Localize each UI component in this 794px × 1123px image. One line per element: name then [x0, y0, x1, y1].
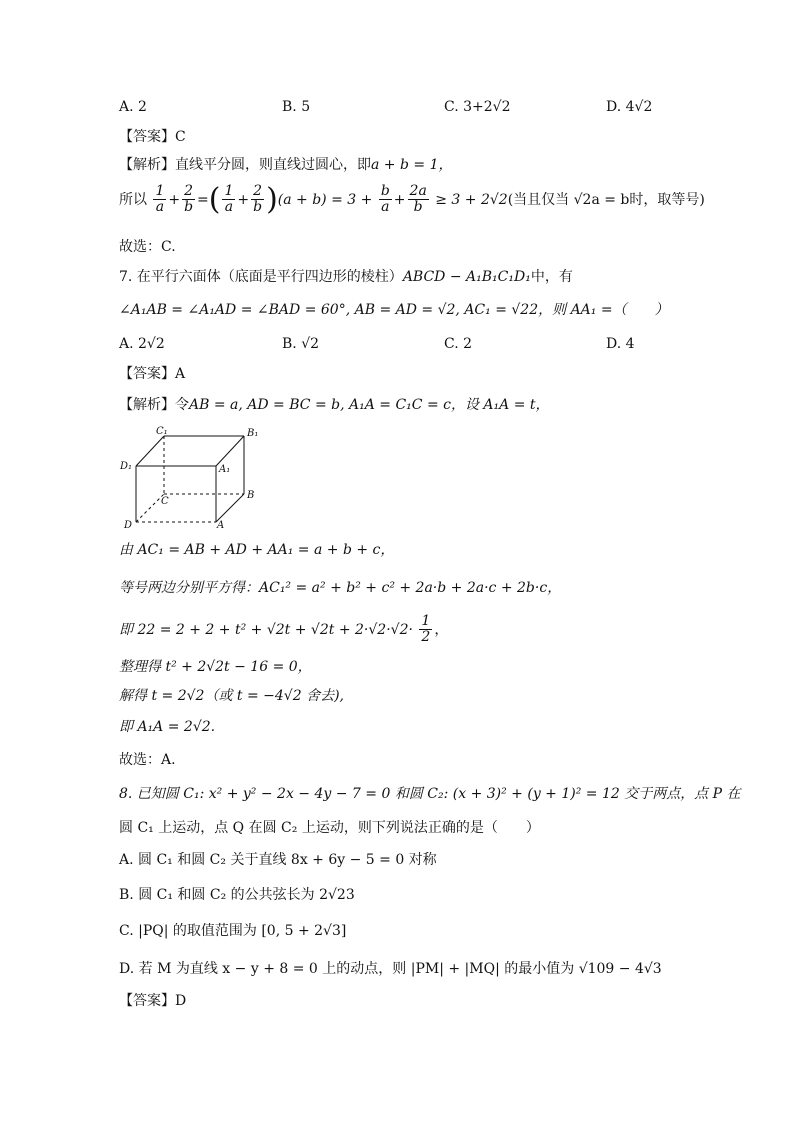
q8-answer: 【答案】D: [119, 993, 187, 1009]
label-c: C: [161, 496, 169, 507]
label-a1: A₁: [219, 464, 231, 475]
q8-option-c: C. |PQ| 的取值范围为 [0, 5 + 2√3]: [119, 923, 347, 939]
q7-option-b: B. √2: [282, 336, 320, 352]
q7-option-a: A. 2√2: [119, 336, 165, 352]
q6-analysis: [119, 156, 452, 174]
q6-so-prefix: 所以: [119, 191, 147, 208]
parallelepiped-figure: [118, 424, 268, 534]
q7-stem-end: 中，有: [530, 269, 573, 285]
label-b: B: [247, 490, 255, 501]
q7-stem-line1: [119, 268, 573, 286]
frac-1-over-a: $\frac{1}{a}$: [155, 183, 165, 216]
half-num: 1: [421, 613, 431, 629]
q6-option-a: A. 2: [119, 99, 147, 115]
frac-one-half: [419, 614, 432, 646]
q7-step-1: 由 AC₁ = AB + AD + AA₁ = a + b + c，: [119, 542, 395, 558]
frac-1-over-a-2: $\frac{1}{a}$: [224, 183, 234, 216]
q8-option-a: A. 圆 C₁ 和圆 C₂ 关于直线 8x + 6y − 5 = 0 对称: [119, 852, 437, 868]
q7-analysis-intro: [119, 396, 550, 414]
frac-2-over-b: $\frac{2}{b}$: [184, 183, 194, 216]
q8-option-b: B. 圆 C₁ 和圆 C₂ 的公共弦长为 2√23: [119, 887, 355, 903]
q7-analysis-label: 【解析】令: [119, 397, 189, 413]
q6-answer: 【答案】C: [119, 129, 186, 145]
q7-step-5: 解得 t = 2√2（或 t = −4√2 舍去),: [119, 688, 344, 704]
q6-so-mid: (a + b) = 3 +: [277, 191, 373, 208]
q7-option-c: C. 2: [444, 336, 473, 352]
q6-conclusion: 故选：C.: [119, 239, 176, 255]
q7-option-d: D. 4: [606, 336, 635, 352]
q7-step-3-row: [119, 614, 448, 646]
q7-stem-line2: ∠A₁AB = ∠A₁AD = ∠BAD = 60°, AB = AD = √2, AC₁ = √22，则 AA₁ =（ ）: [119, 302, 669, 318]
q6-option-d: D. 4√2: [606, 99, 653, 115]
q7-step-7: 故选：A.: [119, 752, 176, 768]
q8-stem-line1: 8. 已知圆 C₁: x² + y² − 2x − 4y − 7 = 0 和圆 C₂: (x + 3)² + (y + 1)² = 12 交于两点，点 P 在: [119, 786, 741, 802]
label-b1: B₁: [247, 428, 259, 439]
label-d1: D₁: [120, 461, 133, 472]
q7-stem-text: 7. 在平行六面体（底面是平行四边形的棱柱）: [119, 269, 403, 285]
half-den: 2: [421, 629, 431, 646]
q6-so-suffix: (当且仅当 √2a = b时，取等号): [507, 191, 705, 208]
label-c1: C₁: [156, 426, 168, 437]
q8-option-d: D. 若 M 为直线 x − y + 8 = 0 上的动点，则 |PM| + |MQ| 的最小值为 √109 − 4√3: [119, 961, 662, 977]
q6-inequality: 所以 $\frac{1}{a}$ + $\frac{2}{b}$ =( $\frac{1}{a}$ + $\frac{2}{b}$ )(a + b) = 3 + $\frac{b}{a}$ + $\frac{2a}{b}$ ≥ 3 + 2√2(当且仅当 √2a = b时，取等号): [119, 181, 705, 217]
q6-analysis-formula: a + b = 1，: [371, 157, 453, 173]
q8-stem-line2: 圆 C₁ 上运动，点 Q 在圆 C₂ 上运动，则下列说法正确的是（ ）: [119, 820, 540, 836]
q6-option-b: B. 5: [282, 99, 311, 115]
frac-b-over-a: $\frac{b}{a}$: [380, 183, 390, 216]
q7-step-3-end: ，: [434, 621, 449, 638]
q7-step-2: 等号两边分别平方得：AC₁² = a² + b² + c² + 2a·b + 2a·c + 2b·c，: [119, 580, 562, 596]
q6-so-ge: ≥ 3 + 2√2: [435, 191, 508, 208]
q6-option-c: C. 3+2√2: [444, 99, 511, 115]
q7-step-6: 即 A₁A = 2√2.: [119, 719, 216, 735]
frac-2a-over-b: $\frac{2a}{b}$: [409, 183, 427, 216]
label-d: D: [124, 520, 133, 531]
q7-answer: 【答案】A: [119, 366, 186, 382]
frac-2-over-b-2: $\frac{2}{b}$: [253, 183, 263, 216]
q7-analysis-math: AB = a, AD = BC = b, A₁A = C₁C = c，设 A₁A = t，: [189, 397, 550, 413]
q7-step-3: 即 22 = 2 + 2 + t² + √2t + √2t + 2·√2·√2·: [119, 621, 413, 638]
q6-analysis-text: 【解析】直线平分圆，则直线过圆心，即: [119, 157, 371, 173]
label-a: A: [217, 520, 225, 531]
q7-stem-math: ABCD − A₁B₁C₁D₁: [402, 269, 531, 285]
q7-step-4: 整理得 t² + 2√2t − 16 = 0，: [119, 659, 312, 675]
